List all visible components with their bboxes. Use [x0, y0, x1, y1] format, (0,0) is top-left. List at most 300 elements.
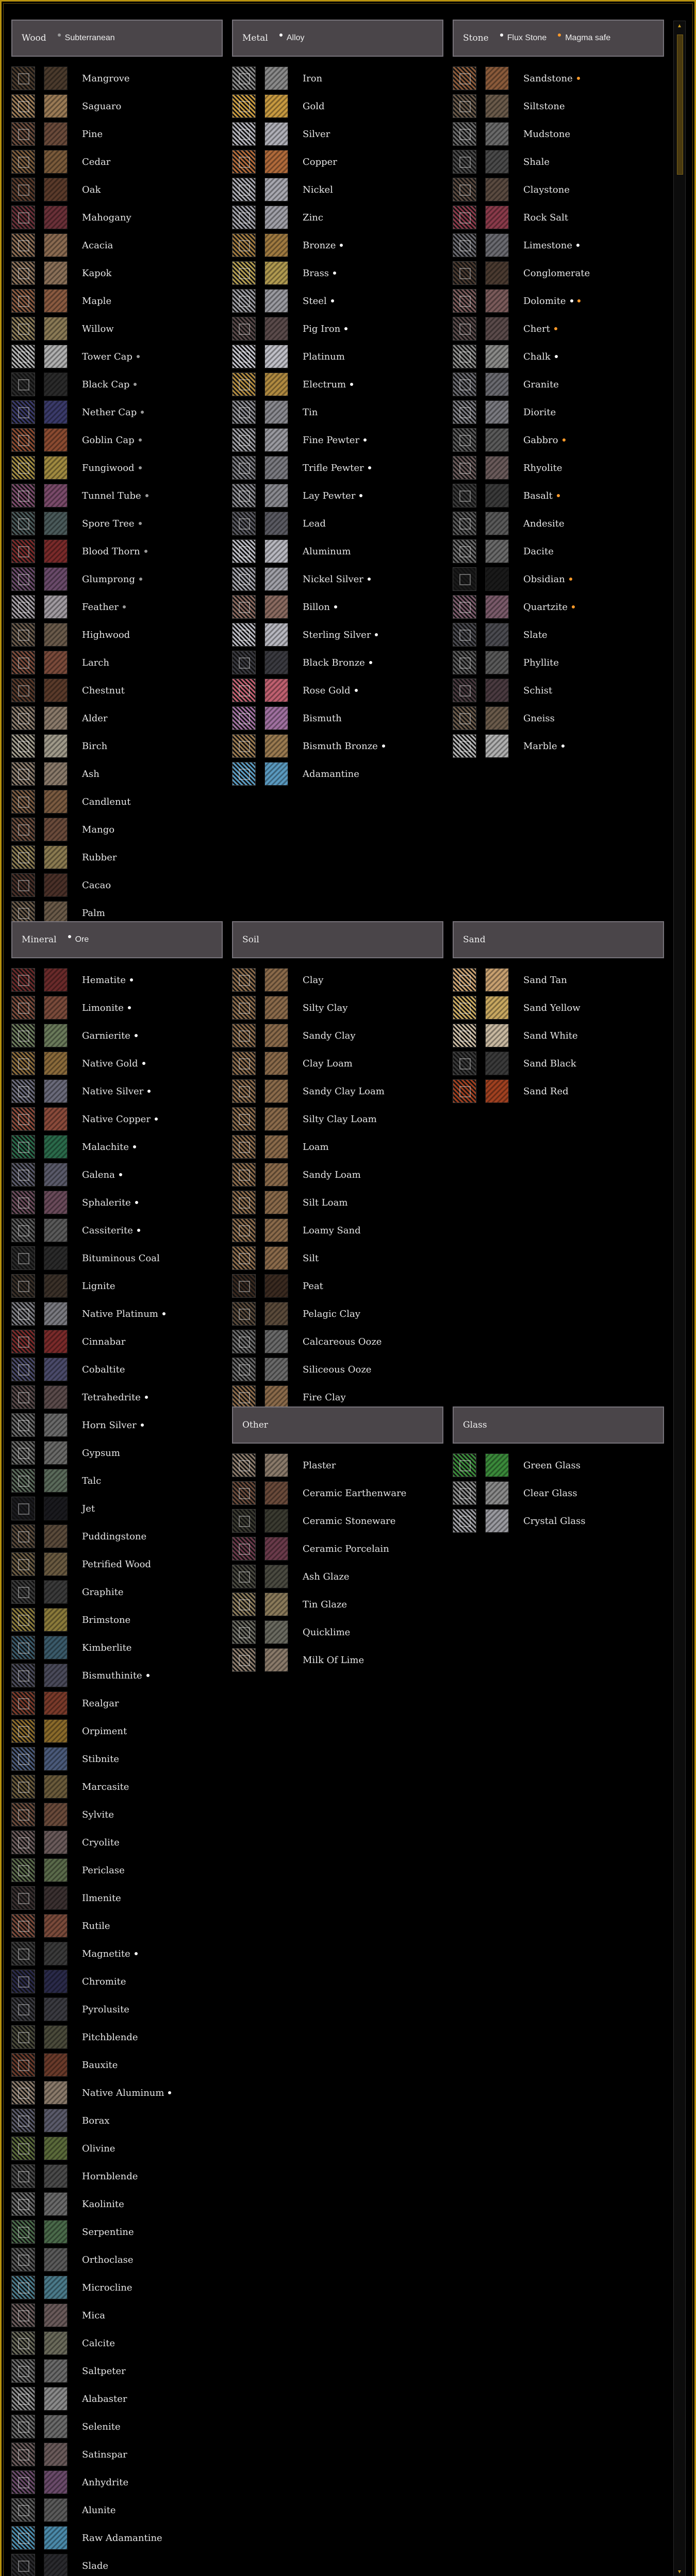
texture-swatch-icon [44, 996, 68, 1020]
material-row[interactable] [232, 732, 443, 760]
material-row[interactable] [11, 1578, 223, 1606]
block-tile-icon [11, 1469, 35, 1493]
block-tile-icon [232, 1592, 256, 1616]
property-dot-icon [334, 605, 337, 608]
material-row[interactable] [11, 1912, 223, 1940]
material-row[interactable] [232, 994, 443, 1022]
material-row[interactable] [11, 1522, 223, 1550]
texture-swatch-icon [44, 2220, 68, 2244]
material-name: Gneiss [523, 713, 555, 724]
material-row[interactable] [11, 1105, 223, 1133]
material-row[interactable] [11, 843, 223, 871]
material-row[interactable] [11, 1801, 223, 1828]
material-row[interactable] [11, 1606, 223, 1634]
material-name: Palm [82, 907, 105, 919]
material-row[interactable] [11, 1272, 223, 1300]
texture-swatch-icon [44, 734, 68, 758]
material-row[interactable] [11, 1077, 223, 1105]
block-tile-icon [11, 2303, 35, 2327]
property-dot-icon [359, 494, 362, 497]
material-row[interactable] [11, 871, 223, 899]
material-row[interactable] [453, 64, 664, 92]
material-row[interactable] [232, 1022, 443, 1049]
material-name: Tin [303, 406, 318, 418]
material-row[interactable] [11, 1049, 223, 1077]
block-tile-icon [11, 1191, 35, 1214]
block-tile-icon [232, 1274, 256, 1298]
material-row[interactable] [11, 1662, 223, 1689]
material-row[interactable] [232, 231, 443, 259]
material-name: Sand Red [523, 1086, 569, 1097]
block-tile-icon [11, 428, 35, 452]
material-row[interactable] [232, 1563, 443, 1590]
material-row[interactable] [11, 1689, 223, 1717]
material-row[interactable] [11, 2413, 223, 2441]
material-row[interactable] [453, 1507, 664, 1535]
material-name: Hornblende [82, 2171, 138, 2182]
material-row[interactable] [11, 1133, 223, 1161]
material-row[interactable] [232, 1216, 443, 1244]
material-row[interactable] [453, 120, 664, 148]
material-row[interactable] [11, 398, 223, 426]
material-row[interactable] [11, 1717, 223, 1745]
texture-swatch-icon [44, 567, 68, 591]
material-name: Tunnel Tube [82, 490, 141, 501]
material-row[interactable] [232, 370, 443, 398]
material-row[interactable] [453, 537, 664, 565]
material-row[interactable] [11, 565, 223, 593]
material-row[interactable] [232, 510, 443, 537]
material-name: Lead [303, 518, 326, 529]
material-row[interactable] [453, 994, 664, 1022]
property-dot-icon [350, 383, 353, 386]
material-name: Siliceous Ooze [303, 1364, 372, 1375]
material-name: Marble [523, 740, 557, 752]
material-row[interactable] [453, 1022, 664, 1049]
material-row[interactable] [232, 176, 443, 204]
material-row[interactable] [232, 343, 443, 370]
material-row[interactable] [232, 1049, 443, 1077]
material-row[interactable] [11, 2552, 223, 2576]
material-row[interactable] [232, 537, 443, 565]
material-row[interactable] [11, 2441, 223, 2468]
material-row[interactable] [453, 426, 664, 454]
material-row[interactable] [11, 1328, 223, 1355]
material-row[interactable] [232, 1507, 443, 1535]
material-name: Claystone [523, 184, 570, 195]
material-row[interactable] [11, 537, 223, 565]
material-row[interactable] [453, 231, 664, 259]
texture-swatch-icon [44, 1719, 68, 1743]
scroll-down-icon[interactable] [678, 2570, 681, 2573]
material-row[interactable] [232, 1590, 443, 1618]
material-name: Acacia [82, 240, 113, 251]
material-row[interactable] [11, 966, 223, 994]
texture-swatch-icon [264, 261, 288, 285]
material-row[interactable] [11, 343, 223, 370]
material-row[interactable] [453, 649, 664, 676]
material-row[interactable] [11, 621, 223, 649]
material-row[interactable] [453, 148, 664, 176]
block-tile-icon [232, 1163, 256, 1187]
material-row[interactable] [232, 1133, 443, 1161]
material-row[interactable] [11, 2051, 223, 2079]
material-row[interactable] [11, 2357, 223, 2385]
texture-swatch-icon [44, 2109, 68, 2132]
texture-swatch-icon [485, 484, 509, 507]
material-name: Cacao [82, 879, 111, 891]
material-row[interactable] [11, 816, 223, 843]
material-row[interactable] [232, 259, 443, 287]
material-row[interactable] [453, 315, 664, 343]
texture-swatch-icon [264, 1537, 288, 1561]
material-row[interactable] [11, 120, 223, 148]
material-row[interactable] [11, 760, 223, 788]
texture-swatch-icon [44, 1413, 68, 1437]
material-row[interactable] [11, 994, 223, 1022]
texture-swatch-icon [485, 289, 509, 313]
scroll-thumb[interactable] [677, 35, 683, 175]
section-wood [11, 20, 223, 927]
material-name: Sand White [523, 1030, 578, 1041]
material-row[interactable] [11, 2218, 223, 2246]
material-name: Siltstone [523, 100, 565, 112]
block-tile-icon [232, 206, 256, 229]
material-row[interactable] [232, 1244, 443, 1272]
material-row[interactable] [453, 482, 664, 510]
material-row[interactable] [453, 565, 664, 593]
texture-swatch-icon [485, 261, 509, 285]
material-name: Ash Glaze [303, 1571, 350, 1582]
material-row[interactable] [232, 649, 443, 676]
material-row[interactable] [11, 704, 223, 732]
scroll-up-icon[interactable] [678, 24, 681, 27]
material-row[interactable] [11, 1216, 223, 1244]
section-header-soil [232, 921, 443, 958]
material-row[interactable] [11, 287, 223, 315]
material-row[interactable] [11, 64, 223, 92]
material-row[interactable] [232, 1161, 443, 1189]
material-row[interactable] [453, 176, 664, 204]
block-tile-icon [11, 1524, 35, 1548]
block-tile-icon [232, 372, 256, 396]
texture-swatch-icon [44, 2248, 68, 2272]
material-row[interactable] [11, 482, 223, 510]
material-row[interactable] [11, 2329, 223, 2357]
material-row[interactable] [453, 204, 664, 231]
material-row[interactable] [11, 1745, 223, 1773]
texture-swatch-icon [264, 1481, 288, 1505]
material-row[interactable] [11, 1828, 223, 1856]
material-row[interactable] [11, 1773, 223, 1801]
material-name: Slate [523, 629, 548, 640]
material-row[interactable] [453, 593, 664, 621]
material-row[interactable] [232, 482, 443, 510]
material-name: Gypsum [82, 1447, 120, 1459]
material-row[interactable] [11, 1495, 223, 1522]
material-row[interactable] [232, 1328, 443, 1355]
material-row[interactable] [11, 2524, 223, 2552]
material-row[interactable] [11, 2023, 223, 2051]
material-row[interactable] [232, 1105, 443, 1133]
material-row[interactable] [453, 966, 664, 994]
material-row[interactable] [11, 1022, 223, 1049]
material-row[interactable] [232, 621, 443, 649]
texture-swatch-icon [44, 2276, 68, 2299]
material-row[interactable] [11, 732, 223, 760]
material-row[interactable] [232, 1300, 443, 1328]
legend-item [500, 33, 546, 43]
material-row[interactable] [232, 398, 443, 426]
material-row[interactable] [232, 593, 443, 621]
material-row[interactable] [453, 621, 664, 649]
material-name: Goblin Cap [82, 434, 135, 446]
property-dot-icon [145, 494, 148, 497]
texture-swatch-icon [485, 150, 509, 174]
texture-swatch-icon [264, 595, 288, 619]
block-tile-icon [11, 790, 35, 814]
material-row[interactable] [453, 510, 664, 537]
material-row[interactable] [453, 92, 664, 120]
material-row[interactable] [232, 204, 443, 231]
material-row[interactable] [453, 343, 664, 370]
material-row[interactable] [232, 1189, 443, 1216]
material-row[interactable] [11, 1856, 223, 1884]
material-row[interactable] [232, 1451, 443, 1479]
material-row[interactable] [11, 2468, 223, 2496]
texture-swatch-icon [264, 1302, 288, 1326]
material-row[interactable] [11, 2079, 223, 2107]
material-row[interactable] [11, 259, 223, 287]
material-row[interactable] [232, 92, 443, 120]
material-row[interactable] [11, 1411, 223, 1439]
material-row[interactable] [232, 287, 443, 315]
material-row[interactable] [453, 1451, 664, 1479]
material-row[interactable] [11, 2301, 223, 2329]
material-row[interactable] [11, 370, 223, 398]
texture-swatch-icon [485, 400, 509, 424]
material-name: Loam [303, 1141, 329, 1153]
material-row[interactable] [232, 1535, 443, 1563]
material-row[interactable] [11, 1940, 223, 1968]
material-row[interactable] [232, 454, 443, 482]
material-row[interactable] [11, 2385, 223, 2413]
texture-swatch-icon [485, 1453, 509, 1477]
material-row[interactable] [11, 1995, 223, 2023]
material-row[interactable] [453, 287, 664, 315]
texture-swatch-icon [485, 651, 509, 674]
material-row[interactable] [453, 398, 664, 426]
legend-label: Flux Stone [507, 33, 547, 42]
material-row[interactable] [232, 1272, 443, 1300]
block-tile-icon [11, 2248, 35, 2272]
material-row[interactable] [11, 510, 223, 537]
material-row[interactable] [232, 426, 443, 454]
material-row[interactable] [11, 1884, 223, 1912]
material-row[interactable] [232, 120, 443, 148]
texture-swatch-icon [44, 1163, 68, 1187]
block-tile-icon [11, 2554, 35, 2576]
material-row[interactable] [232, 966, 443, 994]
material-row[interactable] [11, 2496, 223, 2524]
material-row[interactable] [11, 231, 223, 259]
material-row[interactable] [11, 454, 223, 482]
block-tile-icon [453, 261, 476, 285]
material-row[interactable] [11, 148, 223, 176]
texture-swatch-icon [264, 66, 288, 90]
block-tile-icon [11, 1691, 35, 1715]
material-name: Blood Thorn [82, 546, 140, 557]
texture-swatch-icon [44, 1914, 68, 1938]
texture-swatch-icon [44, 372, 68, 396]
material-row[interactable] [232, 315, 443, 343]
block-tile-icon [453, 512, 476, 535]
texture-swatch-icon [44, 1079, 68, 1103]
material-row[interactable] [11, 1161, 223, 1189]
material-name: Malachite [82, 1141, 129, 1153]
material-row[interactable] [453, 704, 664, 732]
texture-swatch-icon [44, 1552, 68, 1576]
material-row[interactable] [11, 1439, 223, 1467]
block-tile-icon [11, 2220, 35, 2244]
texture-swatch-icon [264, 968, 288, 992]
material-row[interactable] [453, 732, 664, 760]
texture-swatch-icon [44, 1942, 68, 1965]
property-dot-icon [168, 2091, 171, 2094]
material-name: Calcite [82, 2337, 115, 2349]
material-row[interactable] [453, 1479, 664, 1507]
material-row[interactable] [11, 1244, 223, 1272]
material-row[interactable] [232, 1479, 443, 1507]
texture-swatch-icon [44, 2470, 68, 2494]
material-row[interactable] [11, 92, 223, 120]
block-tile-icon [453, 178, 476, 201]
texture-swatch-icon [485, 317, 509, 341]
texture-swatch-icon [264, 428, 288, 452]
material-name: Glumprong [82, 573, 135, 585]
block-tile-icon [11, 206, 35, 229]
property-dot-icon [135, 1952, 138, 1955]
material-name: Milk Of Lime [303, 1654, 364, 1666]
material-row[interactable] [11, 2274, 223, 2301]
material-name: Slade [82, 2560, 108, 2571]
block-tile-icon [453, 122, 476, 146]
material-row[interactable] [11, 2162, 223, 2190]
property-dot-icon [141, 411, 144, 414]
material-row[interactable] [232, 760, 443, 788]
material-row[interactable] [11, 1383, 223, 1411]
texture-swatch-icon [264, 1246, 288, 1270]
texture-swatch-icon [44, 2554, 68, 2576]
texture-swatch-icon [44, 345, 68, 368]
property-dot-icon [572, 605, 575, 608]
material-row[interactable] [11, 1300, 223, 1328]
material-row[interactable] [453, 1049, 664, 1077]
material-row[interactable] [11, 315, 223, 343]
block-tile-icon [232, 567, 256, 591]
material-name: Plaster [303, 1460, 336, 1471]
material-row[interactable] [232, 704, 443, 732]
property-dot-icon [155, 1117, 158, 1121]
block-tile-icon [11, 595, 35, 619]
material-row[interactable] [11, 1968, 223, 1995]
material-row[interactable] [232, 64, 443, 92]
material-row[interactable] [11, 2134, 223, 2162]
block-tile-icon [232, 1135, 256, 1159]
material-name: Ilmenite [82, 1892, 121, 1904]
block-tile-icon [232, 122, 256, 146]
material-row[interactable] [11, 649, 223, 676]
material-row[interactable] [11, 2246, 223, 2274]
material-row[interactable] [232, 1355, 443, 1383]
material-row[interactable] [453, 370, 664, 398]
material-row[interactable] [232, 1618, 443, 1646]
material-row[interactable] [232, 148, 443, 176]
material-row[interactable] [11, 1550, 223, 1578]
material-name: Cedar [82, 156, 111, 167]
texture-swatch-icon [264, 1135, 288, 1159]
block-tile-icon [453, 567, 476, 591]
texture-swatch-icon [44, 1274, 68, 1298]
block-tile-icon [232, 345, 256, 368]
material-row[interactable] [11, 204, 223, 231]
texture-swatch-icon [44, 623, 68, 647]
material-row[interactable] [11, 176, 223, 204]
material-row[interactable] [11, 1189, 223, 1216]
material-row[interactable] [11, 2190, 223, 2218]
texture-swatch-icon [264, 1218, 288, 1242]
block-tile-icon [11, 1636, 35, 1659]
material-row[interactable] [11, 1467, 223, 1495]
vertical-scrollbar[interactable] [673, 21, 686, 2576]
material-name: Oak [82, 184, 101, 195]
section-title: Stone [463, 33, 489, 43]
section-header-other [232, 1406, 443, 1444]
material-row[interactable] [232, 565, 443, 593]
block-tile-icon [11, 762, 35, 786]
property-dot-icon [562, 438, 566, 442]
block-tile-icon [232, 1107, 256, 1131]
material-row[interactable] [11, 2107, 223, 2134]
material-row[interactable] [11, 1634, 223, 1662]
material-row[interactable] [453, 259, 664, 287]
material-row[interactable] [11, 1355, 223, 1383]
property-dot-icon [344, 327, 347, 330]
material-name: Kaolinite [82, 2198, 124, 2210]
material-row[interactable] [232, 1646, 443, 1674]
material-row[interactable] [453, 454, 664, 482]
block-tile-icon [11, 2470, 35, 2494]
material-row[interactable] [11, 788, 223, 816]
texture-swatch-icon [485, 233, 509, 257]
texture-swatch-icon [264, 317, 288, 341]
material-row[interactable] [11, 426, 223, 454]
block-tile-icon [11, 1218, 35, 1242]
material-name: Native Silver [82, 1086, 144, 1097]
texture-swatch-icon [44, 428, 68, 452]
material-row[interactable] [232, 676, 443, 704]
block-tile-icon [11, 734, 35, 758]
material-row[interactable] [11, 593, 223, 621]
material-row[interactable] [11, 676, 223, 704]
material-row[interactable] [232, 1077, 443, 1105]
material-row[interactable] [453, 1077, 664, 1105]
material-name: Adamantine [303, 768, 359, 779]
block-tile-icon [11, 968, 35, 992]
texture-swatch-icon [44, 595, 68, 619]
material-row[interactable] [453, 676, 664, 704]
block-tile-icon [453, 289, 476, 313]
